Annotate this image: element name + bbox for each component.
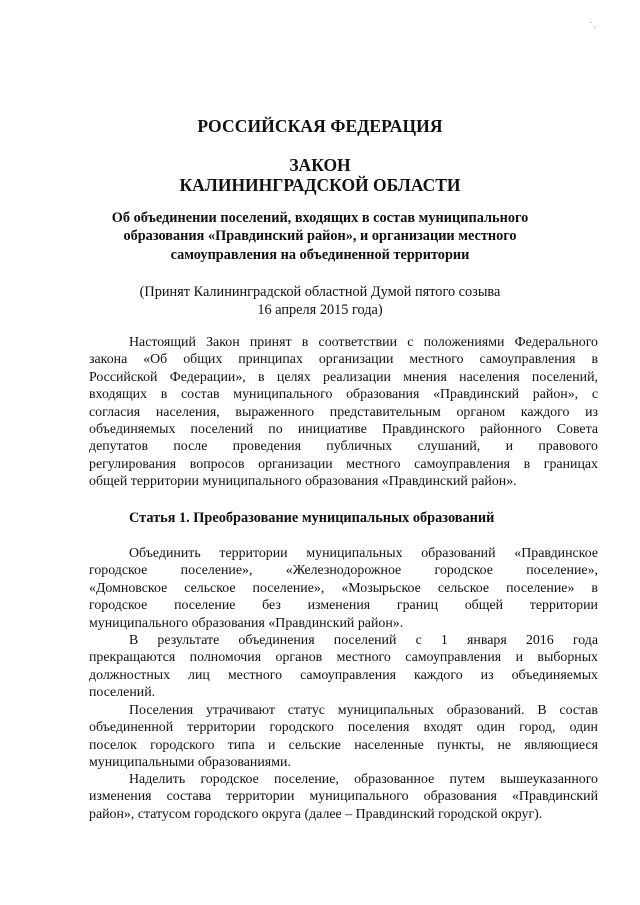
paragraph-line: поселений. xyxy=(89,685,156,701)
preamble-line: объединяемых поселений по инициативе Правдинского районного Совета xyxy=(89,422,598,438)
preamble-line: Настоящий Закон принят в соответствии с положениями Федерального xyxy=(129,335,598,350)
paragraph-line: муниципальными образованиями. xyxy=(89,755,291,771)
paragraph-line: В результате объединения поселений с 1 января 2016 года xyxy=(129,633,598,648)
preamble-line: согласия населения, выраженного представительным органом каждого из xyxy=(89,404,598,420)
article-1-paragraph-2 xyxy=(89,632,598,702)
paragraph-line: должностных лиц местного самоуправления каждого из объединяемых xyxy=(89,667,598,683)
article-1-heading: Статья 1. Преобразование муниципальных образований xyxy=(129,510,495,526)
adoption-note-line: 16 апреля 2015 года) xyxy=(257,302,383,319)
paragraph-line: поселок городского типа и сельские населенные пункты, не являющиеся xyxy=(89,737,598,753)
paragraph-line: Наделить городское поселение, образованное путем вышеуказанного xyxy=(129,772,598,787)
paragraph-line: изменения состава территории муниципального образования «Правдинский xyxy=(89,789,598,805)
law-title-line: Об объединении поселений, входящих в состав муниципального xyxy=(111,210,529,226)
paragraph-line: объединенной территории городского поселения входят один город, один xyxy=(89,720,598,736)
paragraph-line: муниципального образования «Правдинский район». xyxy=(89,615,404,631)
scan-speck xyxy=(594,27,596,28)
paragraph-line: прекращаются полномочия органов местного самоуправления и выборных xyxy=(89,650,598,666)
preamble-paragraph xyxy=(89,334,598,491)
preamble-line: входящих в состав муниципального образования «Правдинский район», с xyxy=(89,387,598,403)
paragraph-line: городское поселение», «Железнодорожное городское поселение», xyxy=(89,563,598,579)
region-heading: КАЛИНИНГРАДСКОЙ ОБЛАСТИ xyxy=(179,175,461,195)
preamble-line: регулирования вопросов организации местного самоуправления в границах xyxy=(89,456,598,472)
paragraph-line: район», статусом городского округа (далее – Правдинский городской округ). xyxy=(89,806,543,822)
article-1-paragraph-3 xyxy=(89,702,598,772)
law-heading: ЗАКОН xyxy=(289,155,351,175)
preamble-line: общей территории муниципального образования «Правдинский район». xyxy=(89,474,517,490)
preamble-line: закона «Об общих принципах организации местного самоуправления в xyxy=(89,352,598,368)
paragraph-line: Поселения утрачивают статус муниципальных образований. В состав xyxy=(129,703,598,718)
preamble-line: Российской Федерации», в целях реализации мнения населения поселений, xyxy=(89,369,598,385)
article-1-paragraph-4 xyxy=(89,771,598,823)
paragraph-line: городское поселение без изменения границ общей территории xyxy=(89,598,598,614)
law-title xyxy=(100,209,540,264)
paragraph-line: Объединить территории муниципальных образований «Правдинское xyxy=(129,546,598,561)
law-title-line: самоуправления на объединенной территории xyxy=(170,246,470,263)
scan-speck xyxy=(590,22,592,23)
adoption-note-line: (Принят Калининградской областной Думой пятого созыва xyxy=(139,284,501,300)
paragraph-line: «Домновское сельское поселение», «Мозырьское сельское поселение» в xyxy=(89,580,598,596)
country-heading: РОССИЙСКАЯ ФЕДЕРАЦИЯ xyxy=(197,116,443,136)
article-1-paragraph-1 xyxy=(89,545,598,632)
preamble-line: депутатов после проведения публичных слушаний, и правового xyxy=(89,439,598,455)
law-title-line: образования «Правдинский район», и организации местного xyxy=(123,228,517,245)
adoption-note xyxy=(100,283,540,320)
